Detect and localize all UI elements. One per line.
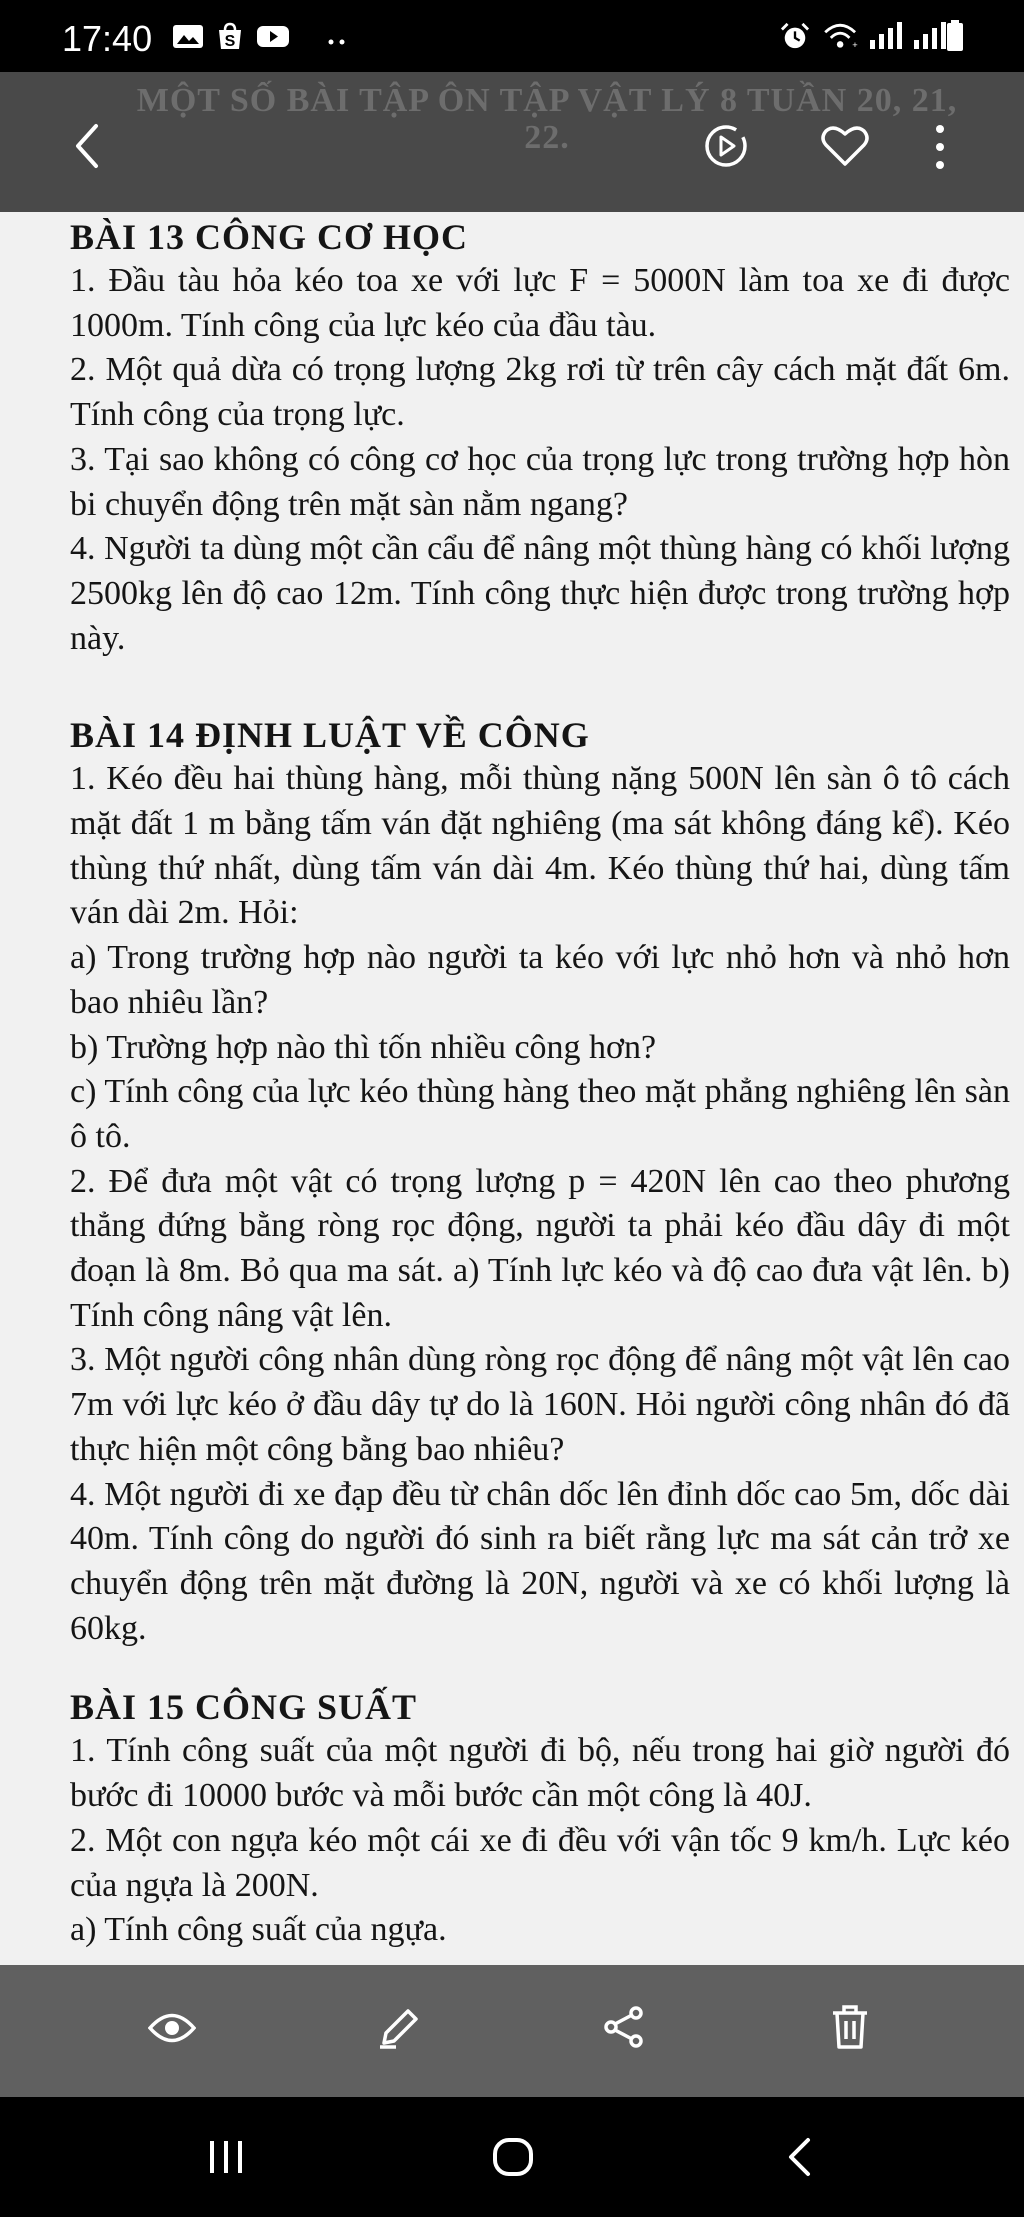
- exercise-paragraph: 2. Một con ngựa kéo một cái xe đi đều với vận tốc 9 km/h. Lực kéo của ngựa là 200N.: [70, 1821, 1010, 1904]
- exercise-paragraph: 1. Kéo đều hai thùng hàng, mỗi thùng nặng 500N lên sàn ô tô cách mặt đất 1 m bằng tấm ván đặt nghiêng (ma sát không đáng kể). Kéo thùng thứ nhất, dùng tấm ván dài 4m. Kéo thùng thứ hai, dùng tấm ván dài 2m. Hỏi:: [70, 760, 1010, 932]
- recent-apps-icon[interactable]: [206, 2139, 246, 2175]
- status-time: 17:40: [62, 18, 153, 59]
- image-icon: [172, 22, 204, 50]
- section-heading: BÀI 14 ĐỊNH LUẬT VỀ CÔNG: [70, 715, 590, 756]
- home-icon[interactable]: [492, 2137, 534, 2177]
- exercise-paragraph: a) Tính công suất của ngựa.: [70, 1911, 447, 1949]
- exercise-paragraph: 2. Để đưa một vật có trọng lượng p = 420N lên cao theo phương thẳng đứng bằng ròng rọc động, người ta phải kéo đầu dây đi một đoạn là 8m. Bỏ qua ma sát. a) Tính lực kéo và độ cao đưa vật lên. b) Tính công nâng vật lên.: [70, 1162, 1010, 1334]
- status-bar: [0, 0, 1024, 72]
- edit-icon[interactable]: [376, 2005, 422, 2051]
- exercise-paragraph: a) Trong trường hợp nào người ta kéo với lực nhỏ hơn và nhỏ hơn bao nhiêu lần?: [70, 939, 1010, 1021]
- wifi-icon: [822, 22, 862, 50]
- section-heading: BÀI 13 CÔNG CƠ HỌC: [70, 217, 469, 257]
- document-title: [70, 82, 1024, 157]
- exercise-paragraph: 4. Người ta dùng một cần cẩu để nâng một thùng hàng có khối lượng 2500kg lên độ cao 12m. Tính công thực hiện được trong trường hợp này.: [70, 530, 1010, 657]
- eye-icon[interactable]: [148, 2011, 196, 2045]
- exercise-paragraph: c) Tính công của lực kéo thùng hàng theo mặt phẳng nghiêng lên sàn ô tô.: [70, 1073, 1010, 1155]
- back-icon[interactable]: [786, 2137, 812, 2177]
- exercise-paragraph: 1. Đầu tàu hỏa kéo toa xe với lực F = 5000N làm toa xe đi được 1000m. Tính công của lực kéo của đầu tàu.: [70, 262, 1010, 344]
- delete-icon[interactable]: [830, 2003, 870, 2051]
- signal-icon: [868, 22, 902, 50]
- exercise-paragraph: b) Trường hợp nào thì tốn nhiều công hơn?: [70, 1028, 657, 1066]
- shopee-icon: [216, 22, 244, 50]
- document-content: [70, 215, 1010, 1973]
- signal-icon: [912, 22, 946, 50]
- youtube-icon: [256, 22, 290, 50]
- viewer-top-bar: [0, 72, 1024, 212]
- back-icon[interactable]: [72, 122, 102, 170]
- battery-icon: [946, 20, 964, 52]
- section-bai-14: [70, 713, 1010, 1651]
- exercise-paragraph: 2. Một quả dừa có trọng lượng 2kg rơi từ trên cây cách mặt đất 6m. Tính công của trọng lực.: [70, 351, 1010, 434]
- exercise-paragraph: 3. Tại sao không có công cơ học của trọng lực trong trường hợp hòn bi chuyển động trên mặt sàn nằm ngang?: [70, 440, 1010, 523]
- document-title-line1: MỘT SỐ BÀI TẬP ÔN TẬP VẬT LÝ 8 TUẦN 20, 21,: [136, 82, 958, 119]
- exercise-paragraph: 4. Một người đi xe đạp đều từ chân dốc lên đỉnh dốc cao 5m, dốc dài 40m. Tính công do người đó sinh ra biết rằng lực ma sát cản trở xe chuyển động trên mặt đường là 20N, người và xe có khối lượng là 60kg.: [70, 1475, 1010, 1647]
- document-title-line2: 22.: [524, 119, 570, 157]
- section-bai-15: [70, 1685, 1010, 1953]
- system-navigation-bar: [0, 2097, 1024, 2217]
- viewer-bottom-toolbar: [0, 1965, 1024, 2097]
- share-icon[interactable]: [602, 2005, 646, 2049]
- exercise-paragraph: 3. Một người công nhân dùng ròng rọc động để nâng một vật lên cao 7m với lực kéo ở đầu dây tự do là 160N. Hỏi người công nhân đó đã thực hiện một công bằng bao nhiêu?: [70, 1341, 1010, 1468]
- section-heading: BÀI 15 CÔNG SUẤT: [70, 1687, 418, 1728]
- svg-text:S: S: [224, 33, 236, 50]
- svg-text:+: +: [852, 40, 858, 50]
- motion-photo-icon[interactable]: [702, 122, 750, 170]
- more-vertical-icon[interactable]: [932, 122, 948, 172]
- exercise-paragraph: 1. Tính công suất của một người đi bộ, nếu trong hai giờ người đó bước đi 10000 bước và mỗi bước cần một công là 40J.: [70, 1732, 1010, 1815]
- more-dots-icon: [326, 22, 348, 50]
- alarm-icon: [778, 22, 812, 50]
- heart-icon[interactable]: [820, 124, 870, 168]
- section-bai-13: [70, 215, 1010, 661]
